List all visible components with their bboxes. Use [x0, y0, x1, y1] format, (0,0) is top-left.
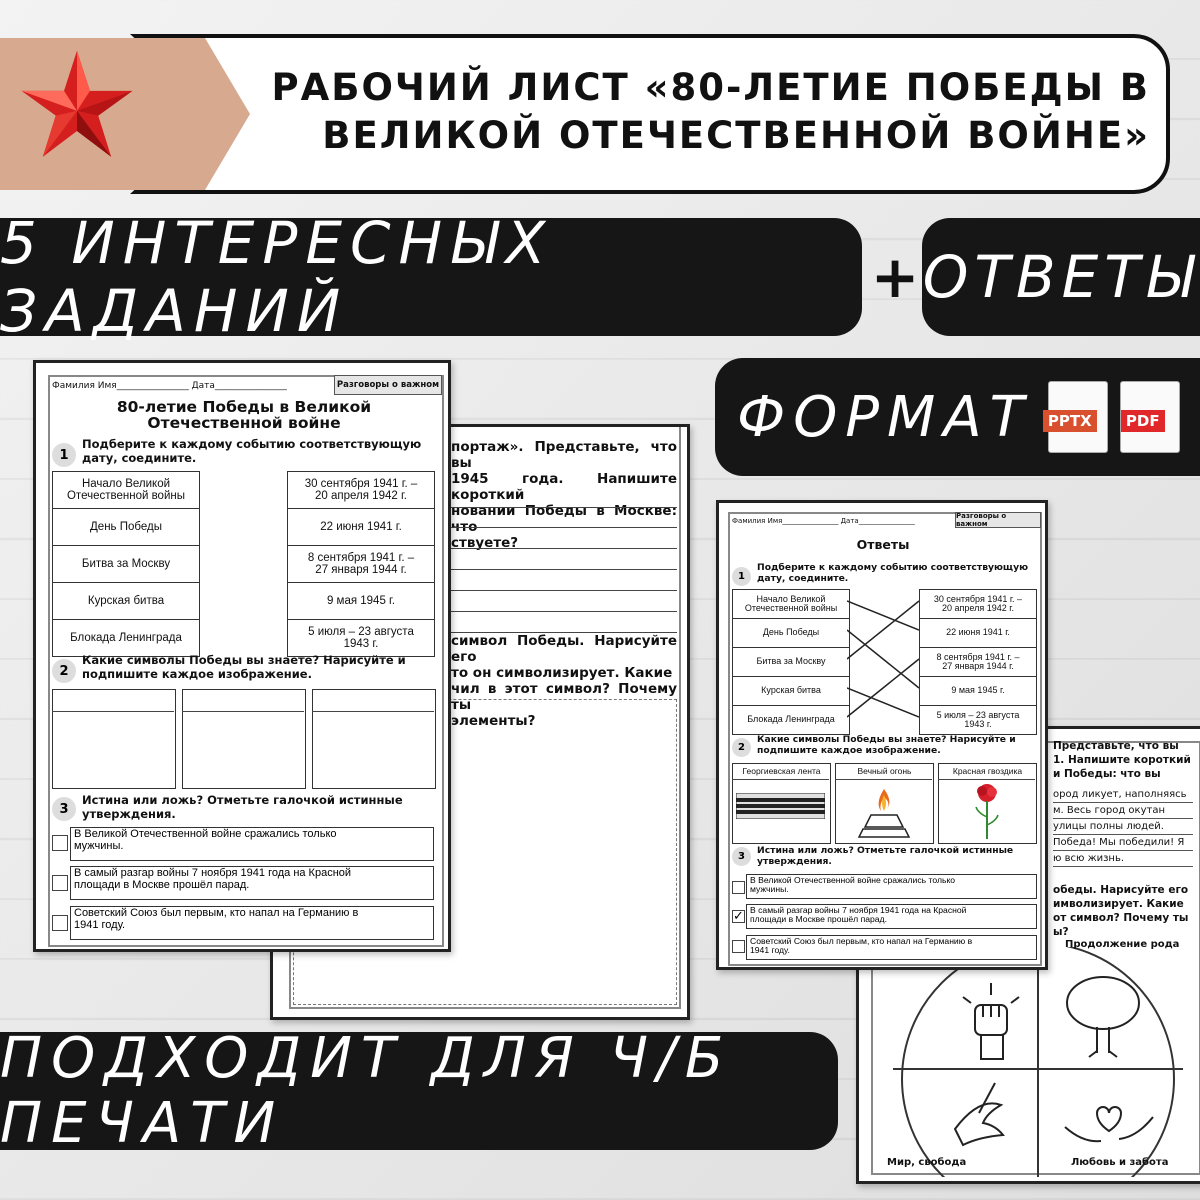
- task-1-line-1: Подберите к каждому событию соответствующую: [757, 562, 1028, 573]
- statement-1-checkbox[interactable]: [732, 881, 745, 894]
- event-cell: [732, 676, 850, 706]
- date-text-line-1: 30 сентября 1941 г. –: [304, 477, 418, 490]
- event-cell: [732, 647, 850, 677]
- answers-page-1: [716, 500, 1048, 970]
- event-text-line-1: Блокада Ленинграда: [70, 631, 182, 644]
- task-2-line-1: Какие символы Победы вы знаете? Нарисуйте и: [757, 734, 1016, 745]
- plus-sign: +: [870, 243, 920, 311]
- date-text-line-1: 22 июня 1941 г.: [320, 520, 402, 533]
- symbol-box: [182, 689, 306, 789]
- statement-3: [746, 935, 1037, 960]
- event-text-line-1: Блокада Ленинграда: [747, 714, 835, 725]
- date-cell: [287, 619, 435, 657]
- statement-1-line-1: В Великой Отечественной войне сражались только: [74, 828, 337, 840]
- task-2-line-1: Какие символы Победы вы знаете? Нарисуйте и: [82, 653, 406, 667]
- reportage-line-4: ствуете?: [451, 535, 519, 551]
- date-cell: [919, 676, 1037, 706]
- symbol-caption-line: [182, 711, 304, 712]
- answers-title: Ответы: [856, 537, 910, 552]
- date-text-line-1: 22 июня 1941 г.: [946, 627, 1010, 638]
- statement-3-checkbox[interactable]: [52, 915, 68, 931]
- task-1-line-2: дату, соедините.: [757, 573, 849, 584]
- event-cell: [732, 705, 850, 735]
- task-1-text: [82, 437, 436, 465]
- date-text-line-1: 5 июля – 23 августа: [936, 709, 1020, 720]
- reportage-line-1: портаж». Представьте, что вы: [451, 439, 677, 471]
- name-field: Фамилия Имя________________: [732, 517, 839, 525]
- topic-tag: Разговоры о важном: [955, 512, 1041, 528]
- quadrant-label-peace: Мир, свобода: [887, 1157, 967, 1168]
- symbol-box: [312, 689, 436, 789]
- title-line-2: ВЕЛИКОЙ ОТЕЧЕСТВЕННОЙ ВОЙНЕ»: [322, 114, 1150, 157]
- date-text-line-1: 30 сентября 1941 г. –: [933, 593, 1023, 604]
- date-cell: [919, 705, 1037, 735]
- statement-2-line-1: В самый разгар войны 7 ноября 1941 года на Красной: [74, 867, 352, 879]
- george-ribbon-icon: [736, 793, 825, 819]
- answer-line-5: ю всю жизнь.: [1053, 851, 1193, 867]
- answer-line-3: улицы полны людей.: [1053, 819, 1193, 835]
- task-3-line-1: Истина или ложь? Отметьте галочкой истинные: [757, 845, 1014, 856]
- name-field: Фамилия Имя________________: [52, 381, 189, 391]
- sample-answer: [1053, 787, 1193, 867]
- statement-1-line-2: мужчины.: [74, 839, 124, 852]
- reportage-line-3: новании Победы в Москве: что: [451, 503, 677, 535]
- symbol-line-3: от символ? Почему ты: [1053, 912, 1189, 924]
- date-cell: [919, 618, 1037, 648]
- symbol-line-3: чил в этот символ? Почему ты: [451, 681, 677, 713]
- statement-3-line-1: Советский Союз был первым, кто напал на Германию в: [750, 936, 973, 946]
- statement-1-line-1: В Великой Отечественной войне сражались только: [750, 875, 956, 885]
- date-text-line-1: 9 мая 1945 г.: [326, 594, 396, 607]
- date-text-line-2: 27 января 1944 г.: [315, 564, 407, 576]
- fist-icon: [963, 983, 1019, 1059]
- symbol-task: [1053, 883, 1193, 939]
- statement-2-checkbox[interactable]: [52, 875, 68, 891]
- date-text-line-1: 8 сентября 1941 г. –: [307, 551, 415, 564]
- task-1-text: [757, 562, 1039, 584]
- pdf-file-icon: [1120, 381, 1180, 453]
- tree-icon: [1067, 977, 1139, 1057]
- dove-icon: [955, 1083, 1003, 1145]
- name-date-field: [52, 381, 287, 391]
- reportage-task: [1053, 739, 1193, 781]
- format-banner: [715, 358, 1200, 476]
- red-star-icon: [18, 46, 136, 164]
- answers-banner: ОТВЕТЫ: [922, 218, 1200, 336]
- event-cell: [52, 545, 200, 583]
- task-2-line-2: подпишите каждое изображение.: [757, 745, 941, 756]
- task-3-text: [757, 845, 1039, 867]
- pdf-label: PDF: [1121, 410, 1165, 432]
- symbol-line-2: имволизирует. Какие: [1053, 898, 1184, 910]
- event-text-line-1: Начало Великой: [81, 477, 171, 490]
- symbol-line-4: ы?: [1053, 926, 1069, 938]
- symbol-caption-carnation: Красная гвоздика: [952, 766, 1023, 776]
- symbol-box: [52, 689, 176, 789]
- date-field: Дата________________: [191, 381, 287, 391]
- print-banner: ПОДХОДИТ ДЛЯ Ч/Б ПЕЧАТИ: [0, 1032, 838, 1150]
- reportage-line-2: 1. Напишите короткий: [1053, 754, 1191, 766]
- reportage-task: [451, 439, 677, 551]
- date-text-line-2: 20 апреля 1942 г.: [942, 603, 1014, 613]
- task-2-number: 2: [52, 659, 76, 683]
- answer-line: [451, 611, 677, 612]
- symbol-caption-line: [732, 779, 829, 780]
- date-text-line-2: 1943 г.: [343, 638, 379, 650]
- answer-line-1: ород ликует, наполняясь: [1053, 787, 1193, 803]
- event-text-line-1: Курская битва: [87, 594, 165, 607]
- symbol-line-2: то он символизирует. Какие: [451, 665, 673, 681]
- hands-heart-icon: [1065, 1107, 1153, 1141]
- carnation-icon: [972, 783, 1002, 841]
- task-2-number: 2: [732, 738, 751, 757]
- date-cell: [919, 589, 1037, 619]
- check-mark-icon: ✓: [733, 909, 744, 924]
- task-3-line-2: утверждения.: [82, 807, 176, 821]
- date-text-line-2: 1943 г.: [964, 719, 992, 729]
- task-2-text: [757, 734, 1039, 756]
- statement-3: [70, 906, 434, 940]
- event-text-line-1: Битва за Москву: [81, 557, 171, 570]
- task-3-line-1: Истина или ложь? Отметьте галочкой истинные: [82, 793, 403, 807]
- statement-1-line-2: мужчины.: [750, 884, 789, 895]
- event-text-line-1: Начало Великой: [756, 593, 826, 604]
- date-text-line-1: 5 июля – 23 августа: [308, 625, 414, 638]
- answer-line: [451, 548, 677, 549]
- answer-line-2: м. Весь город окутан: [1053, 803, 1193, 819]
- event-text-line-2: Отечественной войны: [744, 603, 838, 613]
- date-cell: [287, 471, 435, 509]
- task-1-line-2: дату, соедините.: [82, 451, 197, 465]
- symbol-caption-ribbon: Георгиевская лента: [742, 766, 821, 776]
- statement-3-line-2: 1941 году.: [750, 945, 790, 956]
- reportage-line-1: Представьте, что вы: [1053, 740, 1179, 752]
- task-1-line-1: Подберите к каждому событию соответствующую: [82, 437, 422, 451]
- page-title: [240, 64, 1150, 160]
- task-3-number: 3: [732, 847, 751, 866]
- task-1-number: 1: [52, 443, 76, 467]
- event-cell: [52, 619, 200, 657]
- answer-line-4: Победа! Мы победили! Я: [1053, 835, 1193, 851]
- event-text-line-1: День Победы: [90, 520, 162, 533]
- task-3-line-2: утверждения.: [757, 856, 832, 867]
- symbol-caption-line: [312, 711, 434, 712]
- event-text-line-1: День Победы: [762, 627, 820, 638]
- quadrant-label-love: Любовь и забота: [1071, 1157, 1169, 1168]
- answer-line: [451, 527, 677, 528]
- task-1-number: 1: [732, 567, 751, 586]
- statement-3-checkbox[interactable]: [732, 940, 745, 953]
- date-text-line-2: 27 января 1944 г.: [942, 661, 1014, 671]
- name-date-field: [732, 517, 915, 525]
- worksheet-title: [48, 399, 440, 431]
- date-cell: [287, 582, 435, 620]
- date-field: Дата________________: [840, 517, 915, 525]
- event-cell: [732, 589, 850, 619]
- worksheet-page-1: [33, 360, 451, 952]
- topic-tag: Разговоры о важном: [334, 375, 442, 395]
- task-3-text: [82, 793, 436, 821]
- task-3-number: 3: [52, 797, 76, 821]
- statement-2: [746, 904, 1037, 929]
- date-cell: [919, 647, 1037, 677]
- symbol-circle-diagram: [883, 947, 1193, 1177]
- reportage-line-2: 1945 года. Напишите короткий: [451, 471, 677, 503]
- date-cell: [287, 508, 435, 546]
- event-cell: [52, 582, 200, 620]
- statement-1: [746, 874, 1037, 899]
- task-2-text: [82, 653, 436, 681]
- event-cell: [52, 471, 200, 509]
- pptx-label: PPTX: [1043, 410, 1097, 432]
- symbol-line-4: элементы?: [451, 713, 536, 729]
- worksheet-title-1: 80-летие Победы в Великой: [116, 398, 372, 416]
- reportage-line-3: и Победы: что вы: [1053, 768, 1161, 780]
- event-text-line-1: Курская битва: [761, 685, 821, 696]
- answer-line: [451, 590, 677, 591]
- eternal-flame-icon: [857, 785, 911, 839]
- statement-2: [70, 866, 434, 900]
- statement-3-line-2: 1941 году.: [74, 918, 126, 931]
- event-cell: [52, 508, 200, 546]
- format-label: ФОРМАТ: [737, 384, 1032, 450]
- statement-3-line-1: Советский Союз был первым, кто напал на Германию в: [74, 907, 359, 919]
- symbol-caption-flame: Вечный огонь: [857, 766, 912, 776]
- answer-line: [451, 569, 677, 570]
- statement-2-line-2: площади в Москве прошёл парад.: [74, 878, 250, 891]
- quadrant-label-family: Продолжение рода: [1065, 939, 1180, 950]
- date-cell: [287, 545, 435, 583]
- statement-1: [70, 827, 434, 861]
- symbol-line-1: символ Победы. Нарисуйте его: [451, 633, 677, 665]
- answer-line: [451, 507, 677, 508]
- event-cell: [732, 618, 850, 648]
- date-text-line-1: 8 сентября 1941 г. –: [936, 651, 1020, 662]
- statement-2-line-2: площади в Москве прошёл парад.: [750, 914, 887, 925]
- statement-1-checkbox[interactable]: [52, 835, 68, 851]
- symbol-caption-line: [835, 779, 932, 780]
- tasks-banner: 5 ИНТЕРЕСНЫХ ЗАДАНИЙ: [0, 218, 862, 336]
- date-text-line-2: 20 апреля 1942 г.: [315, 490, 407, 502]
- symbol-caption-line: [938, 779, 1035, 780]
- title-line-1: РАБОЧИЙ ЛИСТ «80-ЛЕТИЕ ПОБЕДЫ В: [271, 66, 1150, 109]
- statement-2-checkbox[interactable]: [732, 910, 745, 923]
- symbol-line-1: обеды. Нарисуйте его: [1053, 884, 1189, 896]
- matching-lines: [847, 589, 919, 733]
- pptx-file-icon: [1048, 381, 1108, 453]
- event-text-line-2: Отечественной войны: [66, 490, 185, 502]
- statement-2-line-1: В самый разгар войны 7 ноября 1941 года на Красной: [750, 905, 967, 915]
- symbol-caption-line: [52, 711, 174, 712]
- worksheet-title-2: Отечественной войне: [147, 414, 341, 432]
- task-2-line-2: подпишите каждое изображение.: [82, 667, 312, 681]
- event-text-line-1: Битва за Москву: [756, 656, 826, 667]
- date-text-line-1: 9 мая 1945 г.: [951, 685, 1005, 696]
